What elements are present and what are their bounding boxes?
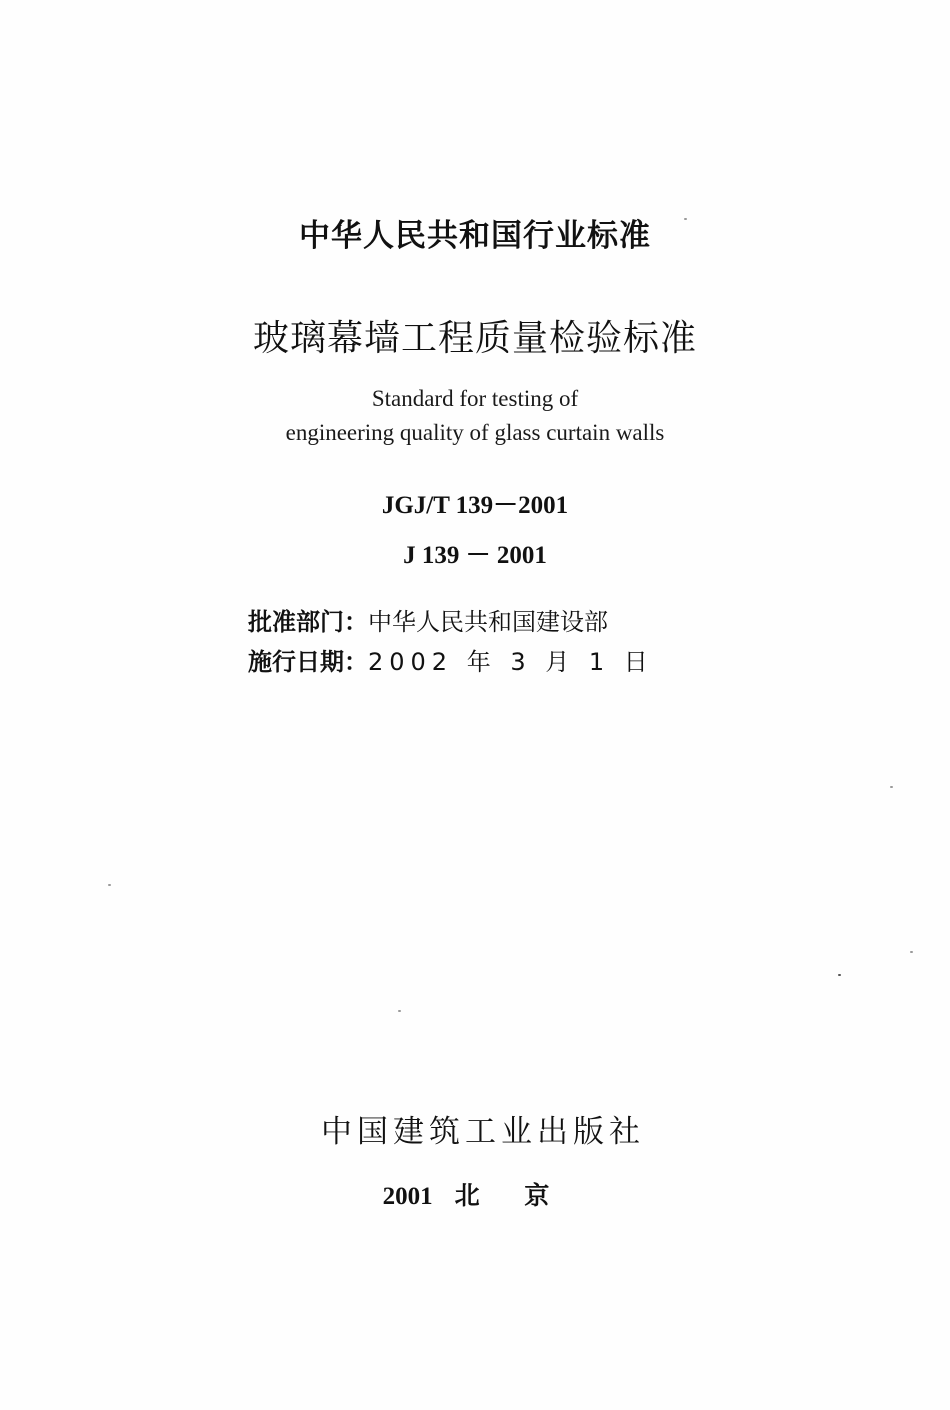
document-title-chinese: 玻璃幕墙工程质量检验标准 — [252, 318, 697, 359]
scan-speck — [684, 218, 687, 220]
scan-speck — [910, 951, 913, 953]
scan-speck — [838, 974, 841, 976]
effective-date — [248, 642, 654, 677]
imprint-city: 北 京 — [454, 1181, 568, 1210]
approval-department-value: 中华人民共和国建设部 — [368, 608, 608, 636]
imprint-year: 2001 — [382, 1183, 433, 1210]
document-title-english-line-1: Standard for testing of — [371, 386, 579, 411]
effective-date-label: 施行日期： — [248, 648, 368, 676]
document-title-english-line-2: engineering quality of glass curtain walls — [285, 420, 665, 445]
scan-speck — [398, 1010, 401, 1012]
approval-department — [248, 602, 608, 637]
publisher-name: 中国建筑工业出版社 — [321, 1114, 645, 1150]
scan-speck — [108, 884, 111, 886]
effective-date-value: 2002 年 3 月 1 日 — [368, 648, 654, 676]
scan-speck — [890, 786, 893, 788]
series-title: 中华人民共和国行业标准 — [299, 218, 651, 254]
approval-department-label: 批准部门： — [248, 608, 368, 636]
standard-code-national: J 139 － 2001 — [403, 542, 547, 569]
imprint — [0, 1176, 950, 1212]
standard-code-industry: JGJ/T 139－2001 — [381, 492, 569, 519]
